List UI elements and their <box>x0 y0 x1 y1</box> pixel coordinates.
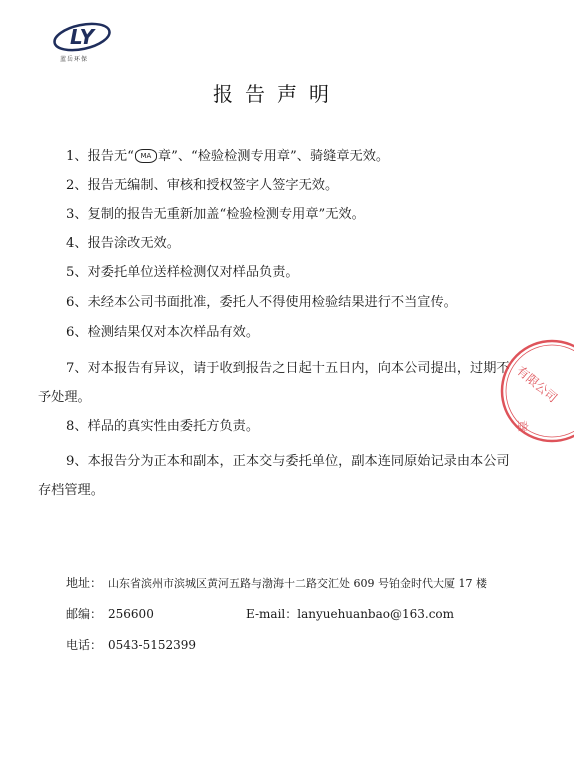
clause-1 <box>38 142 518 171</box>
clause-text: 对委托单位送样检测仅对样品负责。 <box>87 265 299 280</box>
logo-letters: LY <box>69 25 95 49</box>
cma-mark-icon: MA <box>135 149 157 163</box>
phone-label: 电话： <box>66 638 103 652</box>
clause-text: 对本报告有异议，请于收到报告之日起十五日内，向本公司提出，过期不予处理。 <box>38 361 510 405</box>
clause-text: 复制的报告无重新加盖“检验检测专用章”无效。 <box>87 207 365 222</box>
address-label: 地址： <box>66 576 103 590</box>
address-line <box>66 574 487 591</box>
clause-text: 章”、“检验检测专用章”、骑缝章无效。 <box>157 149 390 164</box>
clause-text: 报告涂改无效。 <box>87 236 180 251</box>
address-value: 山东省滨州市滨城区黄河五路与渤海十二路交汇处 609 号铂金时代大厦 17 楼 <box>108 577 487 590</box>
clause-6b <box>38 318 518 347</box>
clause-number: 5、 <box>66 265 88 280</box>
clause-number: 4、 <box>66 236 88 251</box>
email-value: lanyuehuanbao@163.com <box>297 607 455 621</box>
clause-7 <box>38 354 518 412</box>
clause-text: 未经本公司书面批准，委托人不得使用检验结果进行不当宣传。 <box>87 295 457 310</box>
clause-number: 6、 <box>66 325 88 340</box>
clause-number: 9、 <box>66 454 88 469</box>
clause-6a <box>38 288 518 317</box>
clause-2 <box>38 171 518 200</box>
clause-text: 样品的真实性由委托方负责。 <box>87 419 260 434</box>
postcode-label: 邮编： <box>66 607 103 621</box>
company-seal-stamp <box>494 336 574 446</box>
phone-line <box>66 636 196 653</box>
clause-number: 1、 <box>66 149 88 164</box>
clause-number: 2、 <box>66 178 88 193</box>
postcode-value: 256600 <box>108 607 154 621</box>
ly-logo-icon <box>48 22 116 54</box>
clause-9 <box>38 447 518 505</box>
phone-value: 0543-5152399 <box>108 638 197 652</box>
clause-number: 3、 <box>66 207 88 222</box>
seal-char: 章 <box>515 420 529 433</box>
company-logo <box>48 22 116 64</box>
page-title: 报告声明 <box>213 82 341 106</box>
clause-3 <box>38 200 518 229</box>
clause-5 <box>38 258 518 287</box>
clause-text: 检测结果仅对本次样品有效。 <box>87 325 260 340</box>
clause-number: 7、 <box>66 361 88 376</box>
clause-number: 8、 <box>66 419 88 434</box>
email-label: E-mail： <box>246 607 298 621</box>
clause-text: 本报告分为正本和副本，正本交与委托单位，副本连同原始记录由本公司存档管理。 <box>38 454 510 498</box>
seal-text: 有限公司 <box>514 363 560 406</box>
postcode-line <box>66 605 154 622</box>
clause-4 <box>38 229 518 258</box>
clause-text: 报告无“ <box>87 149 134 164</box>
logo-company-name: 蓝岳环保 <box>60 56 89 63</box>
clause-text: 报告无编制、审核和授权签字人签字无效。 <box>87 178 339 193</box>
email-line <box>246 605 454 622</box>
clause-number: 6、 <box>66 295 88 310</box>
clause-8 <box>38 412 518 441</box>
